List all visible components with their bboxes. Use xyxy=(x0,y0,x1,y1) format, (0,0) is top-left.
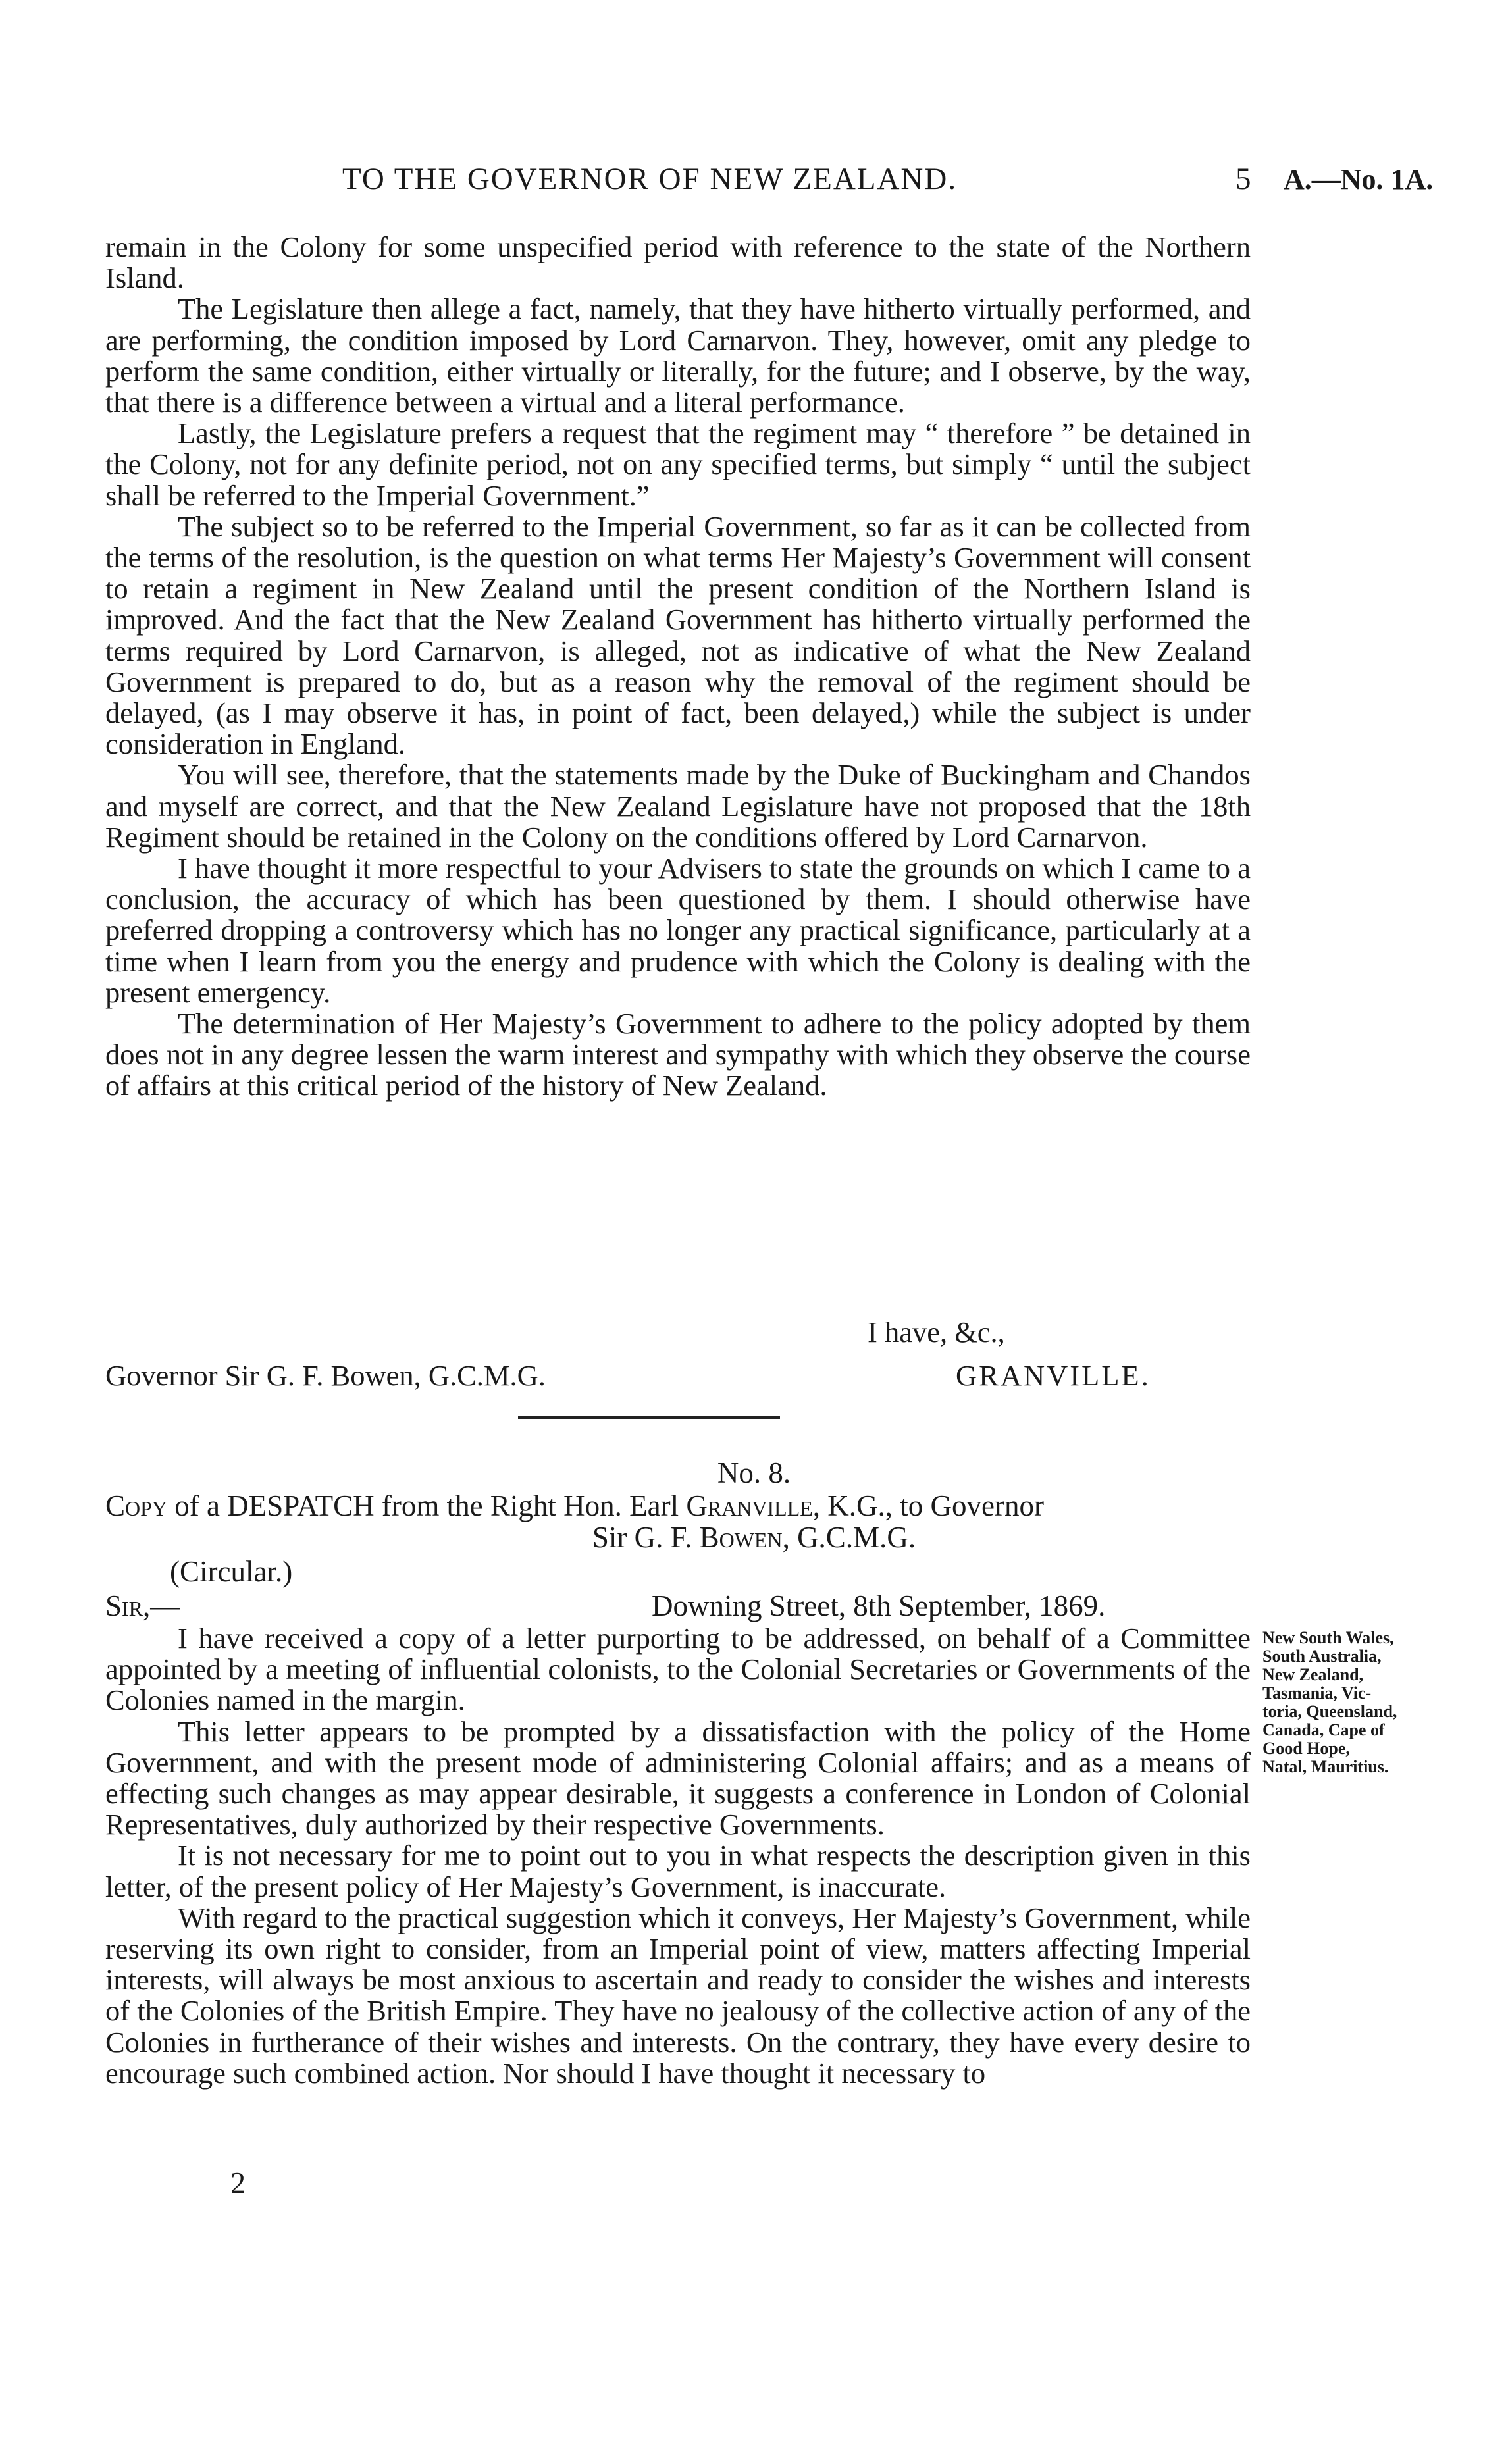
heading-text: Sir G. F. xyxy=(592,1521,700,1554)
paragraph: The determination of Her Majesty’s Government to adhere to the policy adopted by them does not in any degree lessen the warm interest and sympathy with which they observe the course of affairs at this critical period of the history of New Zealand. xyxy=(105,1007,1251,1102)
signature: GRANVILLE. xyxy=(956,1359,1151,1392)
margin-note-line: Natal, Mauritius. xyxy=(1262,1757,1389,1776)
margin-note-line: New Zealand, xyxy=(1262,1665,1364,1684)
margin-note-line: South Australia, xyxy=(1262,1647,1382,1666)
salutation xyxy=(105,1589,180,1623)
despatch-number: No. 8. xyxy=(717,1456,791,1489)
salutation-sir: Sir xyxy=(105,1589,143,1622)
paragraph: I have received a copy of a letter purporting to be addressed, on behalf of a Committee appointed by a meeting of influential colonists, to the Colonial Secretaries or Governments of the Colonies named in the margin. xyxy=(105,1622,1251,1717)
closing-formula: I have, &c., xyxy=(868,1316,1005,1348)
heading-text: , G.C.M.G. xyxy=(782,1521,916,1554)
heading-granville: Granville xyxy=(686,1489,813,1522)
page-number: 5 xyxy=(1235,162,1251,196)
letter-continuation-body xyxy=(105,232,1251,1102)
paragraph: Lastly, the Legislature prefers a request that the regiment may “ therefore ” be detained in the Colony, not for any definite period, not on any specified terms, but simply “ until the subject shall be referred to the Imperial Government.” xyxy=(105,417,1251,512)
salutation-dash: ,— xyxy=(143,1589,180,1622)
document-reference: A.—No. 1A. xyxy=(1284,163,1434,195)
heading-copy: Copy xyxy=(105,1489,168,1522)
margin-note xyxy=(1262,1629,1434,1776)
paragraph: I have thought it more respectful to your Advisers to state the grounds on which I came to a conclusion, the accuracy of which has been questioned by them. I should otherwise have preferred dropping a controversy which has no longer any practical significance, particularly at a time when I learn from you the energy and prudence with which the Colony is dealing with the present emergency. xyxy=(105,852,1251,1009)
paragraph: You will see, therefore, that the statements made by the Duke of Buckingham and Chandos and myself are correct, and that the New Zealand Legislature have not proposed that the 18th Regiment should be retained in the Colony on the conditions offered by Lord Carnarvon. xyxy=(105,758,1251,854)
heading-text: , K.G., to Governor xyxy=(812,1489,1044,1522)
margin-note-line: toria, Queensland, xyxy=(1262,1702,1397,1721)
margin-note-line: Good Hope, xyxy=(1262,1739,1350,1758)
margin-note-line: Canada, Cape of xyxy=(1262,1720,1385,1739)
paragraph: The Legislature then allege a fact, namely, that they have hitherto virtually performed, and are performing, the condition imposed by Lord Carnarvon. They, however, omit any pledge to perform the same condition, either virtually or literally, for the future; and I observe, by the way, that there is a difference between a virtual and a literal performance. xyxy=(105,292,1251,419)
despatch-heading xyxy=(105,1489,1044,1523)
despatch-body xyxy=(105,1623,1251,2089)
margin-note-line: New South Wales, xyxy=(1262,1628,1394,1647)
despatch-heading-line2 xyxy=(0,1520,1508,1554)
circular-label: (Circular.) xyxy=(170,1555,293,1588)
paragraph: This letter appears to be prompted by a dissatisfaction with the policy of the Home Government, and with the present mode of administering Colonial affairs; and as a means of effecting such changes as may appear desirable, it suggests a conference in London of Colonial Representatives, duly authorized by their respective Governments. xyxy=(105,1714,1251,1841)
paragraph: With regard to the practical suggestion which it conveys, Her Majesty’s Government, while reserving its own right to consider, from an Imperial point of view, matters affecting Imperial interests, will always be most anxious to ascertain and ready to consider the wishes and interests of the Colonies of the British Empire. They have no jealousy of the collective action of any of the Colonies in furtherance of their wishes and interests. On the contrary, they have every desire to encourage such combined action. Nor should I have thought it necessary to xyxy=(105,1901,1251,2090)
paragraph: The subject so to be referred to the Imperial Government, so far as it can be collected from the terms of the resolution, is the question on what terms Her Majesty’s Government will consent to retain a regiment in New Zealand until the present condition of the Northern Island is improved. And the fact that the New Zealand Government has hitherto virtually performed the terms required by Lord Carnarvon, is alleged, not as indicative of what the New Zealand Government is prepared to do, but as a reason why the removal of the regiment should be delayed, (as I may observe it has, in point of fact, been delayed,) while the subject is under consideration in England. xyxy=(105,509,1251,761)
page-header-title: TO THE GOVERNOR OF NEW ZEALAND. xyxy=(342,162,958,196)
date-line: Downing Street, 8th September, 1869. xyxy=(652,1589,1106,1622)
signature-mark: 2 xyxy=(230,2166,246,2199)
paragraph: It is not necessary for me to point out to you in what respects the description given in this letter, of the present policy of Her Majesty’s Government, is inaccurate. xyxy=(105,1839,1251,1903)
section-divider xyxy=(518,1416,780,1419)
margin-note-line: Tasmania, Vic- xyxy=(1262,1683,1372,1703)
heading-text: of a DESPATCH from the Right Hon. Earl xyxy=(167,1489,687,1522)
paragraph: remain in the Colony for some unspecified period with reference to the state of the Northern Island. xyxy=(105,230,1251,295)
heading-bowen: Bowen xyxy=(699,1521,783,1554)
addressee: Governor Sir G. F. Bowen, G.C.M.G. xyxy=(105,1359,546,1392)
